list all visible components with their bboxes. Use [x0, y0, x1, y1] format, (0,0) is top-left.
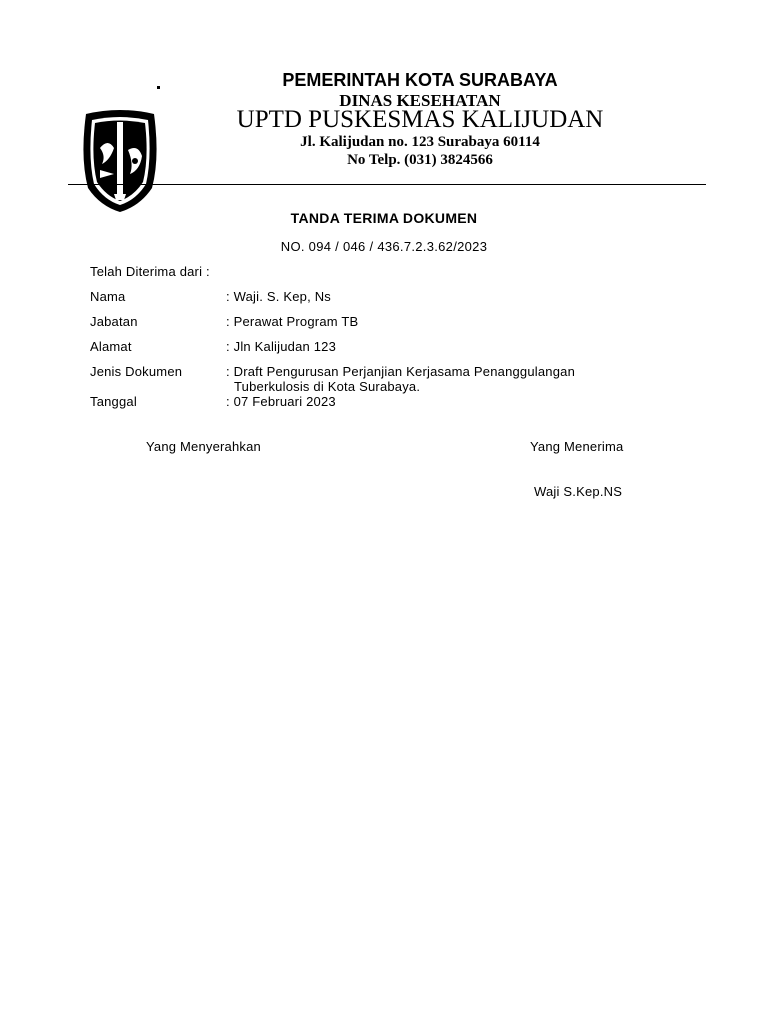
receiver-name: Waji S.Kep.NS [534, 484, 623, 499]
jenis-dokumen-label: Jenis Dokumen [90, 364, 183, 379]
alamat-value: : Jln Kalijudan 123 [226, 339, 337, 354]
nama-label: Nama [90, 289, 126, 304]
letterhead-institution: UPTD PUSKESMAS KALIJUDAN [236, 106, 604, 133]
alamat-label: Alamat [90, 339, 132, 354]
jabatan-value: : Perawat Program TB [226, 314, 359, 329]
document-number: NO. 094 / 046 / 436.7.2.3.62/2023 [280, 239, 488, 254]
tanggal-value: : 07 Februari 2023 [226, 394, 336, 409]
receiver-label: Yang Menerima [530, 439, 624, 454]
tanggal-label: Tanggal [90, 394, 137, 409]
document-title: TANDA TERIMA DOKUMEN [290, 210, 478, 226]
jenis-dokumen-value-line2: Tuberkulosis di Kota Surabaya. [234, 379, 421, 394]
letterhead-department: DINAS KESEHATAN [339, 91, 501, 110]
received-from-label: Telah Diterima dari : [90, 264, 210, 279]
letterhead-government: PEMERINTAH KOTA SURABAYA [282, 70, 558, 90]
nama-value: : Waji. S. Kep, Ns [226, 289, 331, 304]
jabatan-label: Jabatan [90, 314, 138, 329]
giver-label: Yang Menyerahkan [146, 439, 261, 454]
letterhead-address: Jl. Kalijudan no. 123 Surabaya 60114 [300, 134, 540, 150]
letterhead-divider [68, 184, 706, 185]
letterhead-phone: No Telp. (031) 3824566 [347, 152, 493, 168]
jenis-dokumen-value-line1: : Draft Pengurusan Perjanjian Kerjasama Penanggulangan [226, 364, 576, 379]
